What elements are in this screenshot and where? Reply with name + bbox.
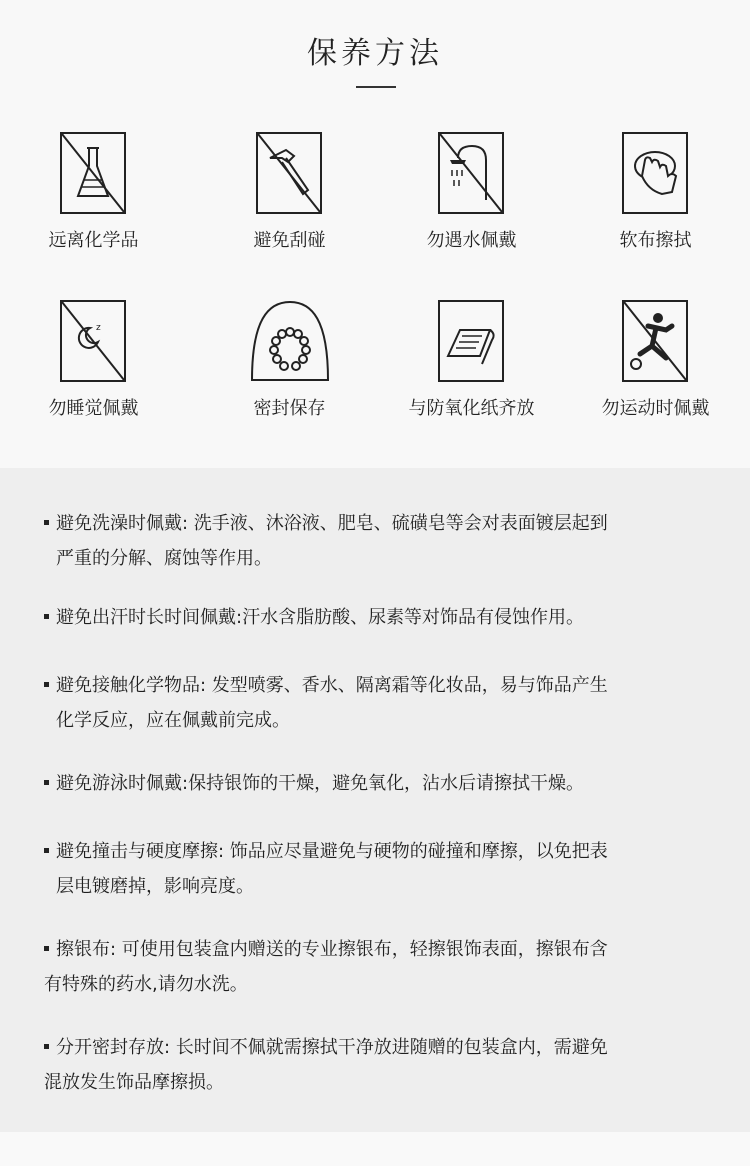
- hand-wipe-icon: [622, 132, 688, 214]
- care-tips-section: [0, 468, 750, 1132]
- care-item-label: 勿运动时佩戴: [601, 398, 710, 419]
- sport-prohibited-icon: [622, 300, 688, 382]
- sleep-prohibited-icon: [60, 300, 126, 382]
- care-item-label: 软布擦拭: [619, 230, 692, 251]
- svg-text:z: z: [96, 323, 101, 333]
- care-item-sleep: [0, 300, 187, 450]
- shower-prohibited-icon: [438, 132, 504, 214]
- bullet-icon: [44, 848, 49, 853]
- footer-strip: [0, 1132, 750, 1166]
- bullet-icon: [44, 946, 49, 951]
- care-item-label: 勿睡觉佩戴: [48, 398, 139, 419]
- bullet-icon: [44, 520, 49, 525]
- title-divider: [356, 86, 396, 88]
- care-item-label: 远离化学品: [48, 230, 139, 251]
- tip-item: 避免游泳时佩戴:保持银饰的干燥，避免氧化，沾水后请擦拭干燥。: [44, 766, 714, 801]
- care-item-water: [378, 132, 565, 282]
- sealed-bag-icon: [248, 300, 332, 382]
- anti-oxidation-paper-icon: [438, 300, 504, 382]
- care-item-sealed: [196, 300, 383, 450]
- care-item-label: 勿遇水佩戴: [426, 230, 517, 251]
- care-item-wipe: [562, 132, 749, 282]
- care-item-chemicals: [0, 132, 187, 282]
- tip-item: 避免出汗时长时间佩戴:汗水含脂肪酸、尿素等对饰品有侵蚀作用。: [44, 600, 714, 635]
- hammer-prohibited-icon: [256, 132, 322, 214]
- tip-item: 避免接触化学物品: 发型喷雾、香水、隔离霜等化妆品，易与饰品产生 化学反应，应在佩戴前完成。: [44, 668, 714, 738]
- bullet-icon: [44, 614, 49, 619]
- tip-item: 避免撞击与硬度摩擦: 饰品应尽量避免与硬物的碰撞和摩擦，以免把表 层电镀磨掉，影响亮度。: [44, 834, 714, 904]
- flask-prohibited-icon: [60, 132, 126, 214]
- page-title: 保养方法: [307, 36, 443, 71]
- care-item-sport: [562, 300, 749, 450]
- tip-item: 分开密封存放: 长时间不佩就需擦拭干净放进随赠的包装盒内，需避免 混放发生饰品摩擦损。: [44, 1037, 608, 1093]
- care-item-scratch: [196, 132, 383, 282]
- care-icons-section: [0, 0, 750, 468]
- bullet-icon: [44, 780, 49, 785]
- care-item-label: 密封保存: [253, 398, 326, 419]
- care-item-paper: [378, 300, 565, 450]
- tip-item: 擦银布: 可使用包装盒内赠送的专业擦银布，轻擦银饰表面，擦银布含 有特殊的药水,请勿水洗。: [44, 939, 608, 995]
- care-item-label: 与防氧化纸齐放: [408, 398, 535, 419]
- tip-item: 避免洗澡时佩戴: 洗手液、沐浴液、肥皂、硫磺皂等会对表面镀层起到 严重的分解、腐蚀等作用。: [44, 506, 714, 576]
- bullet-icon: [44, 682, 49, 687]
- bullet-icon: [44, 1044, 49, 1049]
- care-item-label: 避免刮碰: [253, 230, 326, 251]
